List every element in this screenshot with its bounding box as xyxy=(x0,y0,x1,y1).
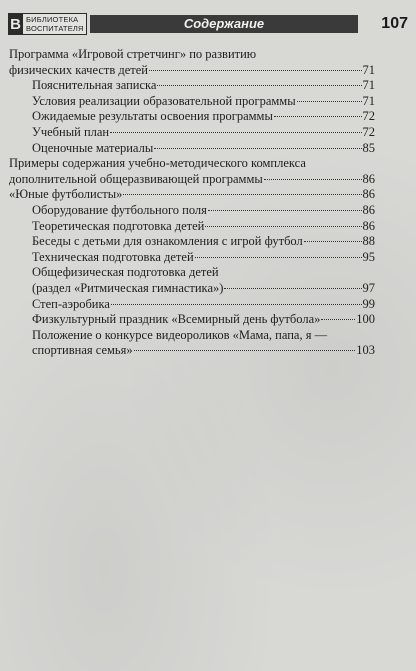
toc-entry-text: Пояснительная записка xyxy=(32,78,157,93)
toc-entry-text: Теоретическая подготовка детей xyxy=(32,218,205,233)
toc-entry-text: Беседы с детьми для ознакомления с игрой футбол xyxy=(32,234,303,249)
toc-page-number: 88 xyxy=(362,234,375,249)
dot-leader xyxy=(304,241,362,242)
dot-leader xyxy=(195,257,362,258)
toc-entry xyxy=(9,78,375,94)
toc-entry xyxy=(9,312,375,328)
toc-page-number: 86 xyxy=(362,202,375,217)
dot-leader xyxy=(205,226,361,227)
toc-entry xyxy=(9,187,375,203)
dot-leader xyxy=(123,194,361,195)
dot-leader xyxy=(110,132,361,133)
toc-entry xyxy=(9,297,375,313)
page-number: 107 xyxy=(381,15,408,32)
toc-entry-text: Положение о конкурсе видеороликов «Мама, папа, я — xyxy=(32,327,328,342)
toc-page-number: 97 xyxy=(362,280,375,295)
toc-entry xyxy=(9,94,375,110)
toc-entry xyxy=(9,328,375,359)
toc-entry-text: физических качеств детей xyxy=(9,62,148,77)
toc-entry xyxy=(9,141,375,157)
toc-entry-text: спортивная семья» xyxy=(32,343,133,358)
dot-leader xyxy=(264,179,362,180)
toc-page-number: 100 xyxy=(356,312,375,327)
page-header xyxy=(8,13,408,35)
toc-entry xyxy=(9,47,375,78)
dot-leader xyxy=(157,85,361,86)
dot-leader xyxy=(208,210,362,211)
section-title: Содержание xyxy=(90,15,358,33)
toc-page-number: 86 xyxy=(362,171,375,186)
toc-entry xyxy=(9,250,375,266)
series-badge xyxy=(8,13,87,35)
toc-entry-text: Программа «Игровой стретчинг» по развитию xyxy=(9,47,257,61)
toc-entry xyxy=(9,203,375,219)
toc-page-number: 103 xyxy=(356,343,375,358)
toc-entry-text: Условия реализации образовательной программы xyxy=(32,93,296,108)
toc-entry-text: Оценочные материалы xyxy=(32,140,154,155)
dot-leader xyxy=(274,116,362,117)
dot-leader xyxy=(297,101,362,102)
toc-entry xyxy=(9,156,375,187)
toc-entry xyxy=(9,219,375,235)
toc-entry xyxy=(9,265,375,296)
dot-leader xyxy=(321,319,355,320)
dot-leader xyxy=(134,350,356,351)
series-name-line1: БИБЛИОТЕКА xyxy=(26,15,79,24)
toc-page-number: 99 xyxy=(362,296,375,311)
series-letter: B xyxy=(8,13,23,35)
toc-entry xyxy=(9,125,375,141)
toc-page-number: 86 xyxy=(362,218,375,233)
dot-leader xyxy=(224,288,361,289)
toc-entry-text: Ожидаемые результаты освоения программы xyxy=(32,109,273,124)
toc-page-number: 72 xyxy=(362,124,375,139)
toc-entry-text: (раздел «Ритмическая гимнастика») xyxy=(32,280,224,295)
toc-page-number: 85 xyxy=(362,140,375,155)
toc-entry xyxy=(9,109,375,125)
series-name-line2: ВОСПИТАТЕЛЯ xyxy=(26,24,84,33)
toc-page-number: 86 xyxy=(362,187,375,202)
toc-page-number: 71 xyxy=(362,78,375,93)
toc-page-number: 72 xyxy=(362,109,375,124)
toc-entry-text: Техническая подготовка детей xyxy=(32,249,194,264)
toc-page-number: 71 xyxy=(362,93,375,108)
toc-entry-text: Оборудование футбольного поля xyxy=(32,202,207,217)
toc-entry-text: Общефизическая подготовка детей xyxy=(32,265,219,280)
table-of-contents xyxy=(9,47,375,359)
toc-entry-text: «Юные футболисты» xyxy=(9,187,123,202)
toc-entry xyxy=(9,234,375,250)
toc-entry-text: Учебный план xyxy=(32,124,110,139)
series-name xyxy=(23,13,87,35)
toc-entry-text: Физкультурный праздник «Всемирный день футбола» xyxy=(32,312,321,327)
toc-page-number: 95 xyxy=(362,249,375,264)
toc-entry-text: Степ-аэробика xyxy=(32,296,110,311)
dot-leader xyxy=(149,70,362,71)
toc-entry-text: дополнительной общеразвивающей программы xyxy=(9,171,263,186)
dot-leader xyxy=(111,304,362,305)
toc-page-number: 71 xyxy=(362,62,375,77)
dot-leader xyxy=(154,148,361,149)
toc-entry-text: Примеры содержания учебно-методического комплекса xyxy=(9,156,306,171)
